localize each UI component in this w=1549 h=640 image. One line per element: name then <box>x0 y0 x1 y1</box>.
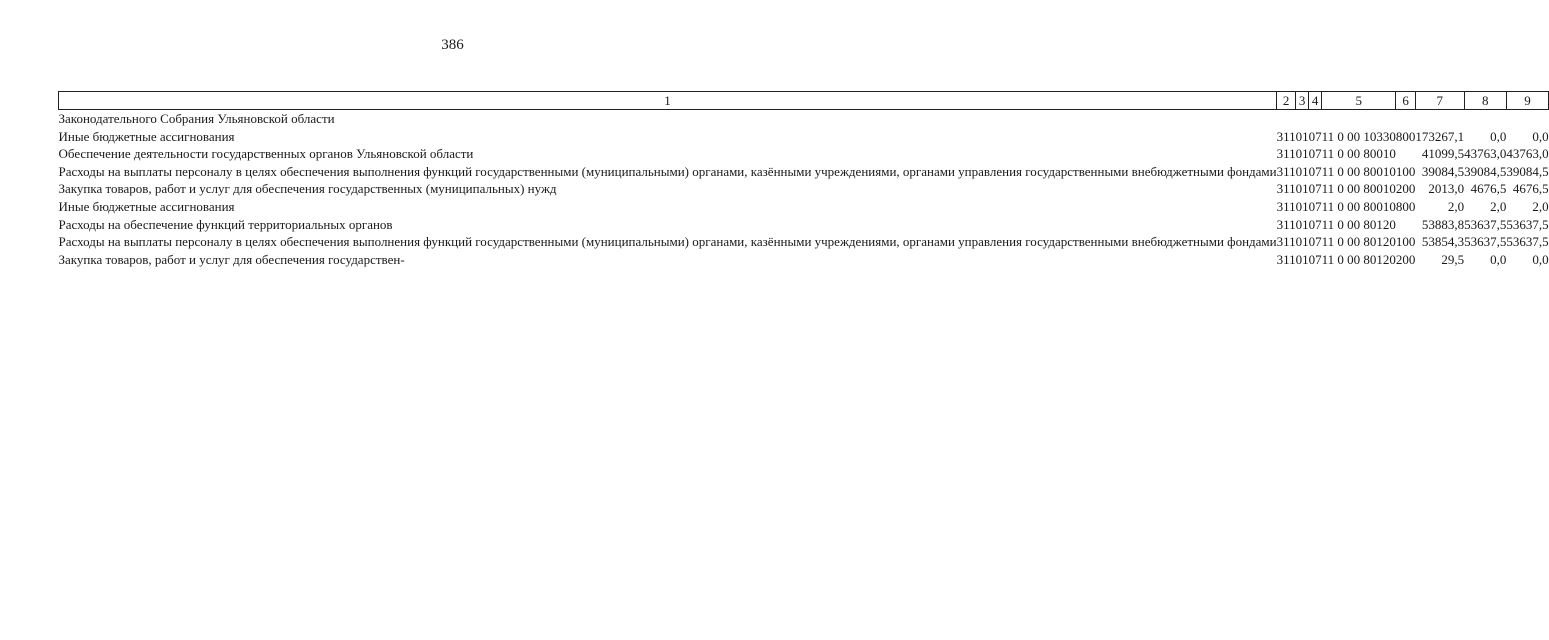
ministry-code-cell: 311 <box>1276 198 1296 214</box>
column-header-6: 6 <box>1396 92 1416 110</box>
amount-col8-cell: 43763,0 <box>1464 146 1507 162</box>
section-code-cell <box>1296 110 1309 128</box>
amount-col8-cell: 2,0 <box>1490 198 1507 214</box>
amount-col9-cell: 39084,5 <box>1506 163 1549 179</box>
amount-col8-cell: 0,0 <box>1490 128 1507 144</box>
amount-col9-cell: 53637,5 <box>1506 234 1549 250</box>
table-row <box>59 233 1549 251</box>
amount-col9-cell: 0,0 <box>1532 251 1549 267</box>
section-code-cell: 01 <box>1295 251 1309 267</box>
amount-col8-cell: 0,0 <box>1490 251 1507 267</box>
row-name-cell: Расходы на выплаты персоналу в целях обеспечения выполнения функций государственными (муниципальными) органами, казёнными учреждениями, органами управления государственными внебюджетными фондами <box>58 234 1277 250</box>
amount-col9-cell: 2,0 <box>1532 198 1549 214</box>
expense-type-cell: 200 <box>1395 251 1416 267</box>
target-article-cell: 11 0 00 80010 <box>1321 163 1396 179</box>
subsection-code-cell: 07 <box>1308 198 1322 214</box>
target-article-cell: 11 0 00 80010 <box>1321 198 1396 214</box>
subsection-code-cell: 07 <box>1308 234 1322 250</box>
expense-type-cell: 200 <box>1395 181 1416 197</box>
ministry-code-cell: 311 <box>1276 181 1296 197</box>
table-row <box>59 180 1549 198</box>
amount-col8-cell <box>1464 110 1506 128</box>
expense-type-cell <box>1396 145 1416 163</box>
amount-col7-cell: 53854,3 <box>1421 234 1465 250</box>
column-header-4: 4 <box>1309 92 1322 110</box>
row-name-cell: Расходы на выплаты персоналу в целях обеспечения выполнения функций государственными (муниципальными) органами, казёнными учреждениями, органами управления государственными внебюджетными фондами <box>58 163 1277 179</box>
column-header-5: 5 <box>1322 92 1396 110</box>
target-article-cell: 11 0 00 80010 <box>1321 181 1396 197</box>
expense-type-cell: 100 <box>1395 163 1416 179</box>
amount-col7-cell: 2,0 <box>1447 198 1465 214</box>
amount-col9-cell: 0,0 <box>1532 128 1549 144</box>
row-name-cell: Расходы на обеспечение функций территориальных органов <box>58 216 393 232</box>
budget-table <box>58 91 1549 268</box>
amount-col8-cell: 53637,5 <box>1464 216 1507 232</box>
section-code-cell: 01 <box>1295 198 1309 214</box>
table-row <box>59 198 1549 216</box>
subsection-code-cell: 07 <box>1308 163 1322 179</box>
subsection-code-cell: 07 <box>1308 181 1322 197</box>
amount-col8-cell: 53637,5 <box>1464 234 1507 250</box>
section-code-cell: 01 <box>1295 163 1309 179</box>
column-header-3: 3 <box>1296 92 1309 110</box>
amount-col9-cell: 53637,5 <box>1506 216 1549 232</box>
ministry-code-cell <box>1277 110 1296 128</box>
table-row <box>59 251 1549 269</box>
subsection-code-cell: 07 <box>1308 251 1322 267</box>
section-code-cell: 01 <box>1295 146 1309 162</box>
table-row <box>59 163 1549 181</box>
section-code-cell: 01 <box>1295 181 1309 197</box>
row-name-cell: Иные бюджетные ассигнования <box>58 198 235 214</box>
ministry-code-cell: 311 <box>1276 216 1296 232</box>
expense-type-cell <box>1396 110 1416 128</box>
target-article-cell: 11 0 00 80010 <box>1321 146 1396 162</box>
column-header-8: 8 <box>1464 92 1506 110</box>
ministry-code-cell: 311 <box>1276 146 1296 162</box>
row-name-cell: Законодательного Собрания Ульяновской области <box>58 111 335 126</box>
column-number-header <box>59 92 1549 110</box>
section-code-cell: 01 <box>1295 128 1309 144</box>
column-header-9: 9 <box>1506 92 1548 110</box>
target-article-cell: 11 0 00 80120 <box>1321 234 1396 250</box>
target-article-cell <box>1322 110 1396 128</box>
page-number: 386 <box>441 37 464 53</box>
row-name-cell: Обеспечение деятельности государственных органов Ульяновской области <box>58 146 474 162</box>
target-article-cell: 11 0 00 80120 <box>1321 251 1396 267</box>
subsection-code-cell: 07 <box>1308 146 1322 162</box>
amount-col7-cell: 29,5 <box>1441 251 1465 267</box>
ministry-code-cell: 311 <box>1276 234 1296 250</box>
table-row <box>59 216 1549 234</box>
row-name-cell: Иные бюджетные ассигнования <box>58 128 235 144</box>
table-row <box>59 110 1549 128</box>
amount-col7-cell: 173267,1 <box>1415 128 1465 144</box>
section-code-cell: 01 <box>1295 234 1309 250</box>
expense-type-cell: 100 <box>1395 234 1416 250</box>
expense-type-cell <box>1396 216 1416 234</box>
ministry-code-cell: 311 <box>1276 251 1296 267</box>
expense-type-cell: 800 <box>1395 198 1416 214</box>
amount-col8-cell: 39084,5 <box>1464 163 1507 179</box>
amount-col7-cell: 53883,8 <box>1421 216 1465 232</box>
amount-col9-cell <box>1506 110 1548 128</box>
amount-col9-cell: 4676,5 <box>1512 181 1549 197</box>
subsection-code-cell: 07 <box>1308 216 1322 232</box>
amount-col7-cell: 39084,5 <box>1421 163 1465 179</box>
amount-col7-cell: 41099,5 <box>1421 146 1465 162</box>
table-row <box>59 145 1549 163</box>
subsection-code-cell: 07 <box>1308 128 1322 144</box>
table-row <box>59 128 1549 146</box>
section-code-cell: 01 <box>1295 216 1309 232</box>
ministry-code-cell: 311 <box>1276 128 1296 144</box>
column-header-1: 1 <box>59 92 1277 110</box>
column-header-7: 7 <box>1415 92 1464 110</box>
row-name-cell: Закупка товаров, работ и услуг для обеспечения государствен- <box>58 251 405 267</box>
column-header-2: 2 <box>1277 92 1296 110</box>
ministry-code-cell: 311 <box>1276 163 1296 179</box>
target-article-cell: 11 0 00 80120 <box>1321 216 1396 232</box>
amount-col7-cell: 2013,0 <box>1428 181 1465 197</box>
row-name-cell: Закупка товаров, работ и услуг для обеспечения государственных (муниципальных) нужд <box>58 181 557 197</box>
expense-type-cell: 800 <box>1395 128 1416 144</box>
amount-col7-cell <box>1415 110 1464 128</box>
subsection-code-cell <box>1309 110 1322 128</box>
target-article-cell: 11 0 00 10330 <box>1321 128 1396 144</box>
amount-col8-cell: 4676,5 <box>1470 181 1507 197</box>
amount-col9-cell: 43763,0 <box>1506 146 1549 162</box>
